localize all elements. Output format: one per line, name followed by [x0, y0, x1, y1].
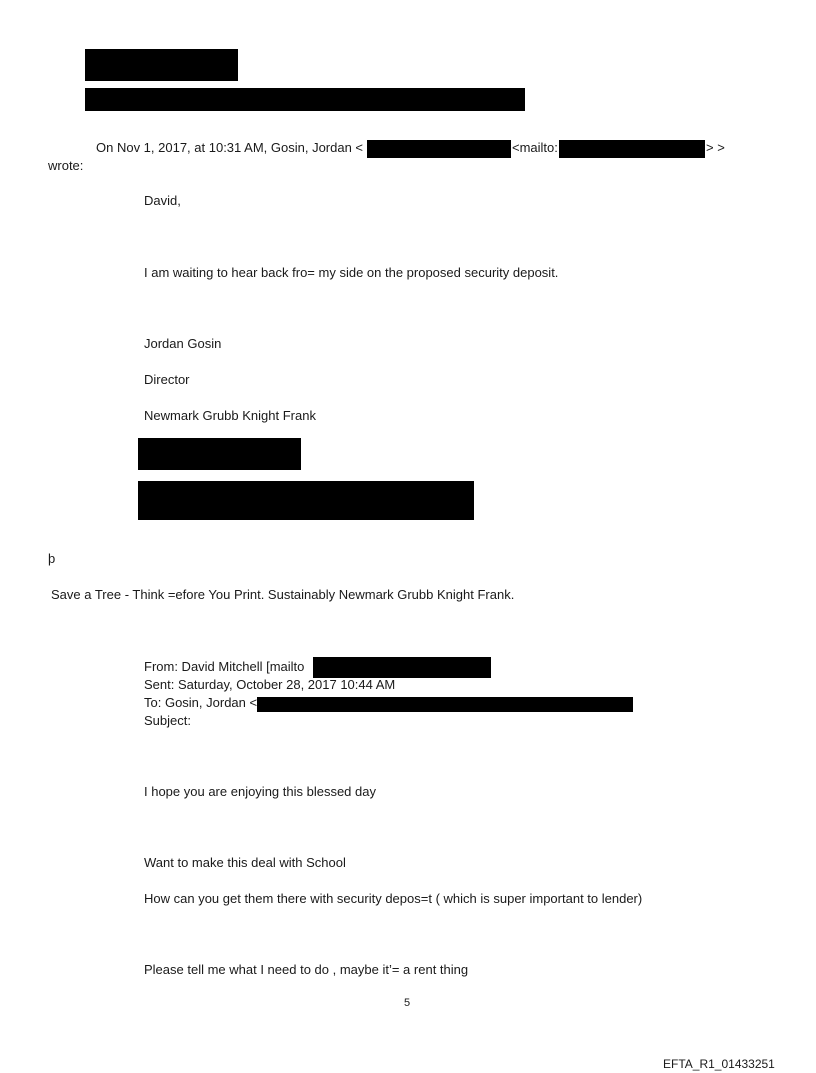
redaction-block — [367, 140, 511, 158]
redaction-block — [138, 481, 474, 520]
redaction-block — [313, 657, 491, 678]
page-number: 5 — [404, 997, 411, 1009]
document-id: EFTA_R1_01433251 — [663, 1057, 775, 1071]
sent-line: Sent: Saturday, October 28, 2017 10:44 AM — [144, 677, 396, 692]
wrote-line-2: wrote: — [48, 158, 84, 173]
subject-line: Subject: — [144, 713, 191, 728]
signature-company: Newmark Grubb Knight Frank — [144, 408, 316, 423]
salutation: David, — [144, 193, 181, 208]
signature-name: Jordan Gosin — [144, 336, 222, 351]
to-line: To: Gosin, Jordan < — [144, 695, 258, 710]
save-tree-notice: Save a Tree - Think =efore You Print. Sustainably Newmark Grubb Knight Frank. — [51, 587, 515, 602]
from-line: From: David Mitchell [mailto — [144, 659, 305, 674]
original-line-4: Please tell me what I need to do , maybe it’= a rent thing — [144, 962, 469, 977]
reply-body: I am waiting to hear back fro= my side on the proposed security deposit. — [144, 265, 559, 280]
original-line-3: How can you get them there with security depos=t ( which is super important to lender) — [144, 891, 643, 906]
redaction-block — [138, 438, 301, 470]
original-line-1: I hope you are enjoying this blessed day — [144, 784, 376, 799]
mailto-label: <mailto: — [512, 140, 558, 155]
redaction-block — [257, 697, 633, 712]
signature-title: Director — [144, 372, 190, 387]
redaction-block — [85, 49, 238, 81]
wrote-line-1-end: > > — [706, 140, 725, 155]
redaction-block — [85, 88, 525, 111]
redaction-block — [559, 140, 705, 158]
wrote-line-1: On Nov 1, 2017, at 10:31 AM, Gosin, Jordan < — [96, 140, 364, 155]
thorn-glyph: þ — [48, 551, 56, 566]
original-line-2: Want to make this deal with School — [144, 855, 346, 870]
